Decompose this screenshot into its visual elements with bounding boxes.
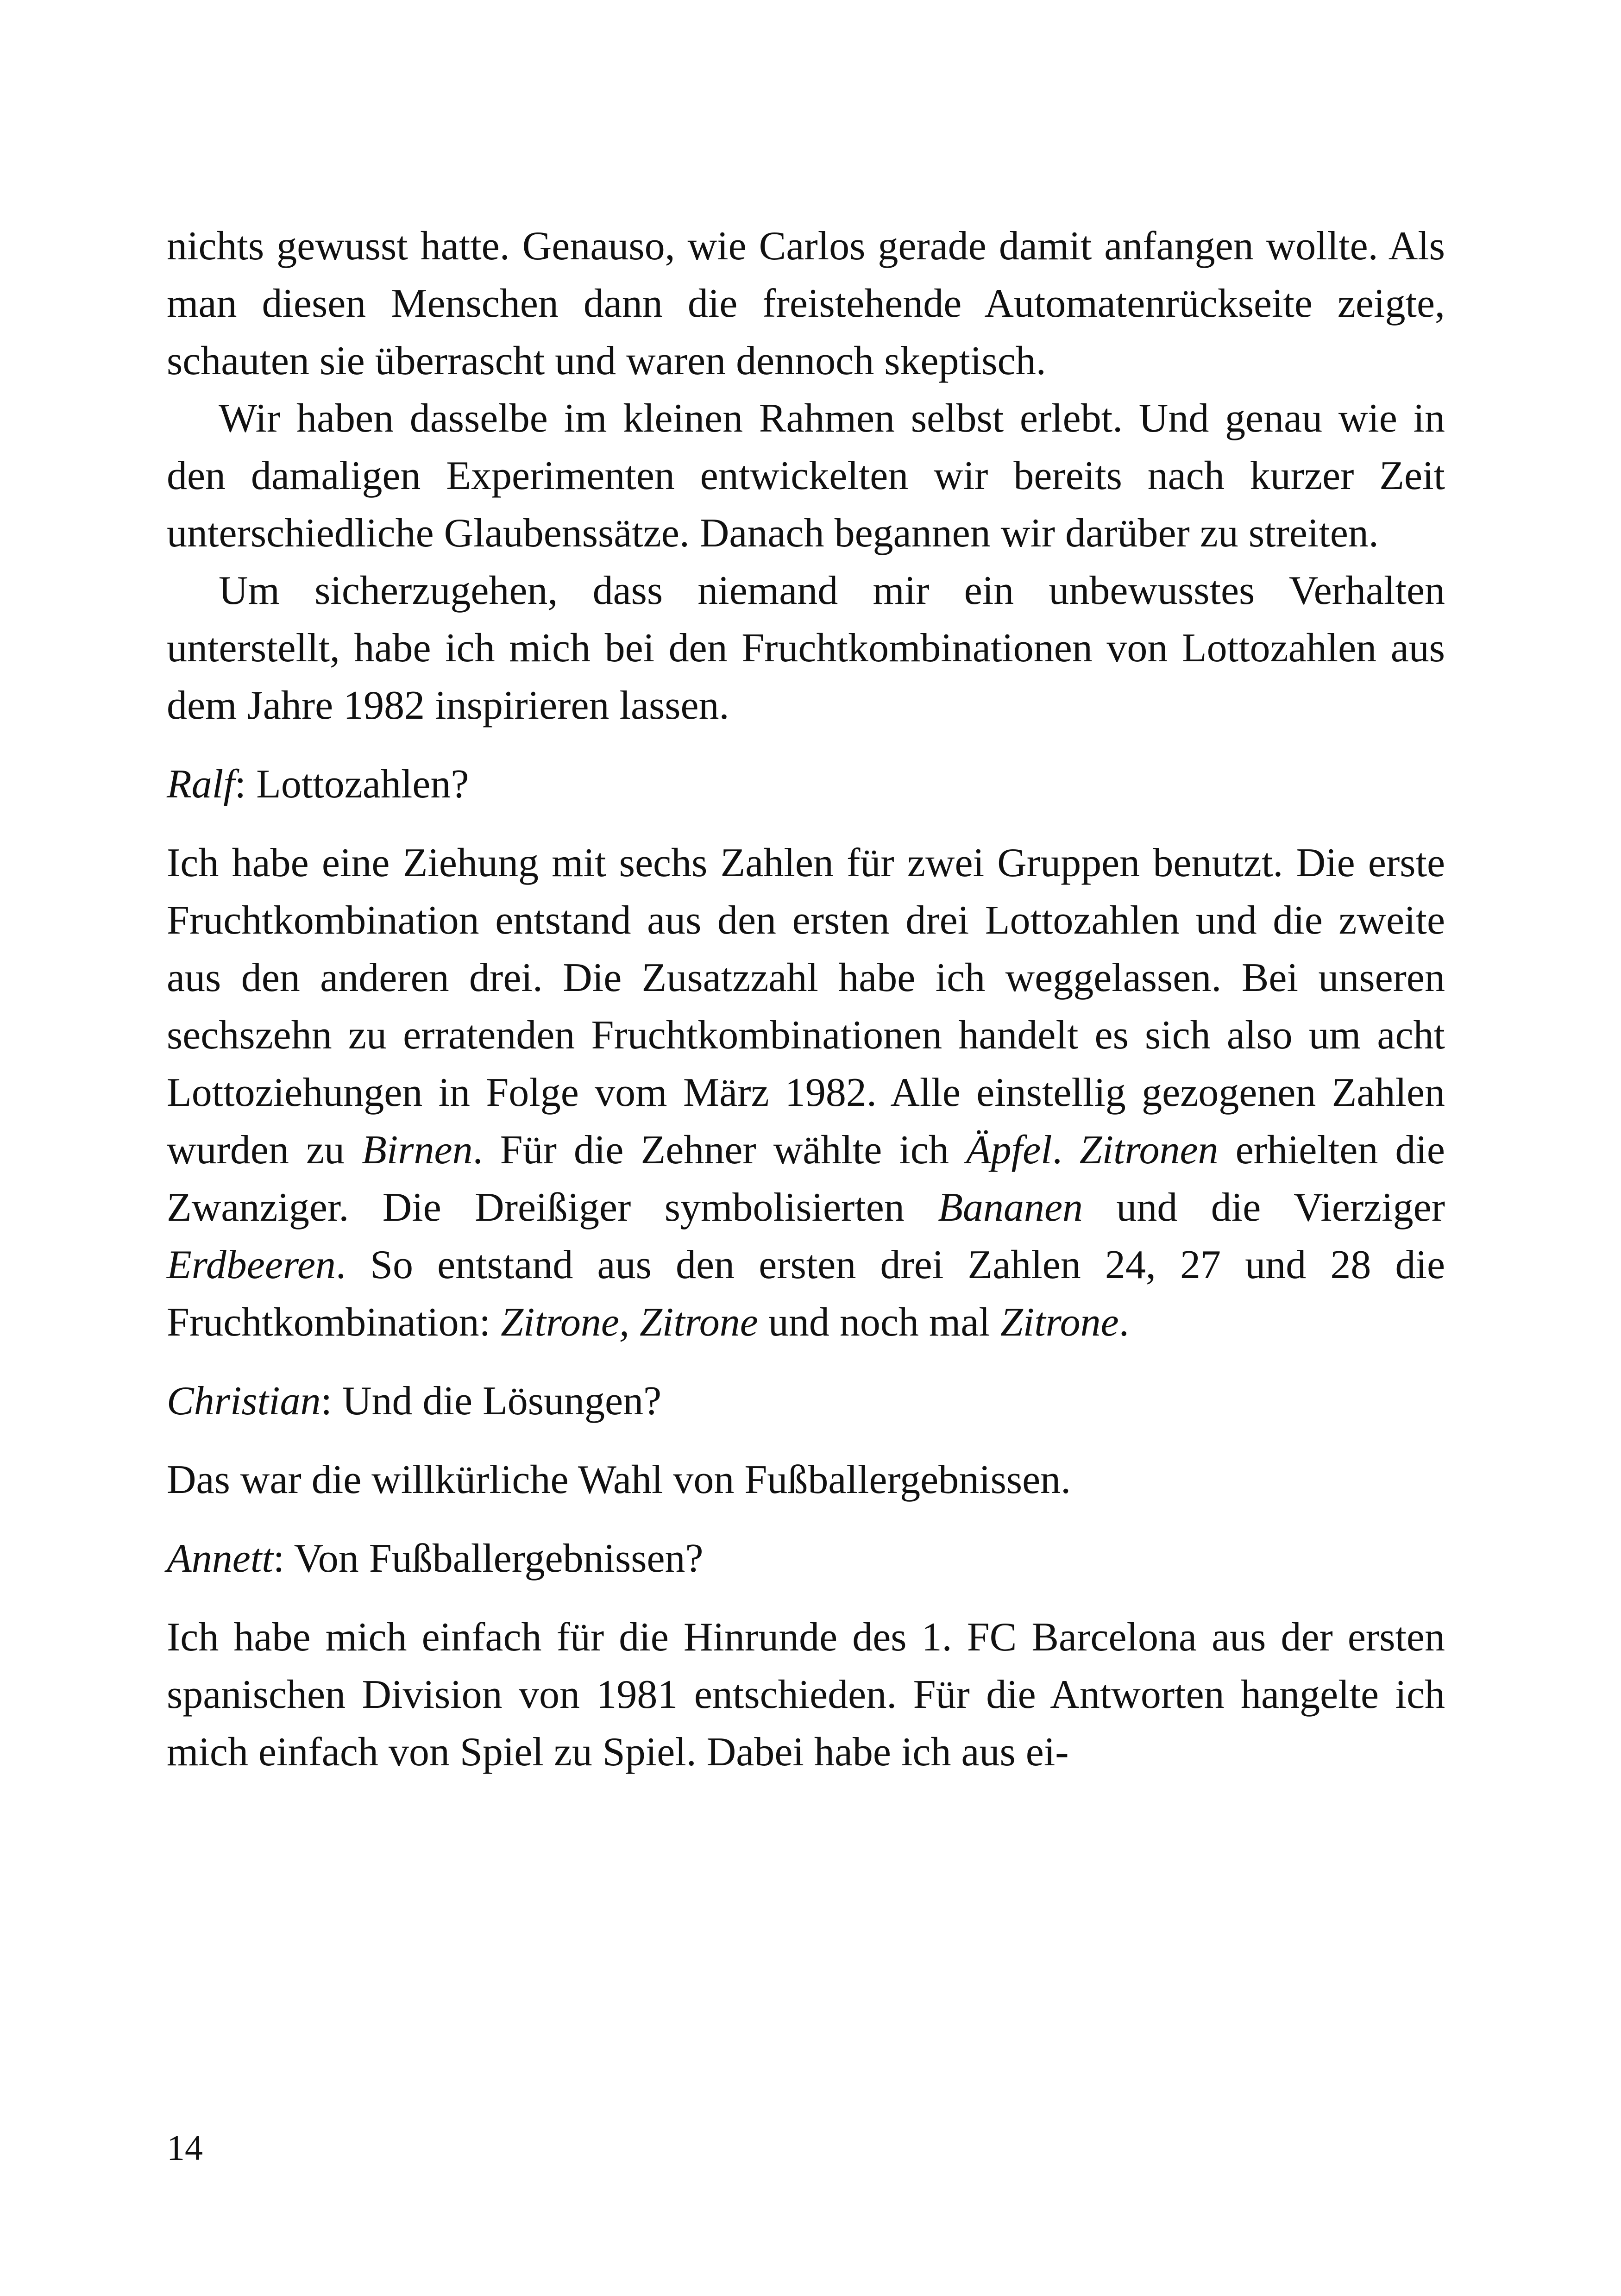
- speaker-name: Ralf: [167, 762, 235, 807]
- fruit-term: Äpfel: [966, 1128, 1052, 1173]
- fruit-term: Erdbeeren: [167, 1242, 336, 1287]
- speaker-name: Christian: [167, 1379, 321, 1424]
- page-number: 14: [167, 2127, 203, 2168]
- paragraph-lotto-inspiration: Um sicherzugehen, dass niemand mir ein unbewusstes Verhalten unterstellt, habe ich mich bei den Fruchtkombinationen von Lottozahlen aus dem Jahre 1982 inspirieren lassen.: [167, 568, 1445, 728]
- fruit-term: Zitrone: [1000, 1300, 1119, 1345]
- dialogue-christian: [167, 1373, 1445, 1430]
- paragraph-experiment: Wir haben dasselbe im kleinen Rahmen selbst erlebt. Und genau wie in den damaligen Experimenten entwickelten wir bereits nach kurzer Zeit unterschiedliche Glaubenssätze. Danach begannen wir darüber zu streiten.: [167, 396, 1445, 556]
- dialogue-text: : Lottozahlen?: [234, 762, 469, 807]
- fruit-term: Zitrone, Zitrone: [501, 1300, 758, 1345]
- dialogue-annett: [167, 1530, 1445, 1587]
- speaker-name: Annett: [167, 1536, 273, 1581]
- text-run: und die Vierziger: [1083, 1185, 1445, 1230]
- text-run: erhielten die Zwanziger. Die Dreißiger symbolisierten: [167, 1128, 1445, 1230]
- fruit-term: Birnen: [362, 1128, 473, 1173]
- dialogue-text: : Und die Lösungen?: [320, 1379, 662, 1424]
- fruit-term: Bananen: [938, 1185, 1083, 1230]
- body-text: [167, 218, 1445, 1781]
- paragraph-continuation: nichts gewusst hatte. Genauso, wie Carlos gerade damit anfangen wollte. Als man diesen Menschen dann die freistehende Automatenrückseite zeigte, schauten sie überrascht und waren dennoch skeptisch.: [167, 224, 1445, 383]
- text-run: Ich habe eine Ziehung mit sechs Zahlen für zwei Gruppen benutzt. Die erste Fruchtkombination entstand aus den ersten drei Lottozahlen und die zweite aus den anderen drei. Die Zusatzzahl habe ich weggelassen. Bei unseren sechszehn zu erratenden Fruchtkombinationen handelt es sich also um acht Lottoziehungen in Folge vom März 1982. Alle einstellig gezogenen Zahlen wurden zu: [167, 841, 1445, 1173]
- fruit-term: Zitronen: [1079, 1128, 1219, 1173]
- text-run: und noch mal: [758, 1300, 1000, 1345]
- text-run: .: [1118, 1300, 1129, 1345]
- text-run: .: [1052, 1128, 1080, 1173]
- paragraph-football-choice: Das war die willkürliche Wahl von Fußballergebnissen.: [167, 1457, 1071, 1502]
- paragraph-barcelona: Ich habe mich einfach für die Hinrunde des 1. FC Barcelona aus der ersten spanischen Division von 1981 entschieden. Für die Antworten hangelte ich mich einfach von Spiel zu Spiel. Dabei habe ich aus ei-: [167, 1615, 1445, 1775]
- text-run: . So entstand aus den ersten drei Zahlen 24, 27 und 28 die Fruchtkombination:: [167, 1242, 1445, 1345]
- dialogue-ralf: [167, 756, 1445, 813]
- dialogue-text: : Von Fußballergebnissen?: [273, 1536, 704, 1581]
- paragraph-lotto-explanation: [167, 834, 1445, 1351]
- text-run: . Für die Zehner wählte ich: [472, 1128, 966, 1173]
